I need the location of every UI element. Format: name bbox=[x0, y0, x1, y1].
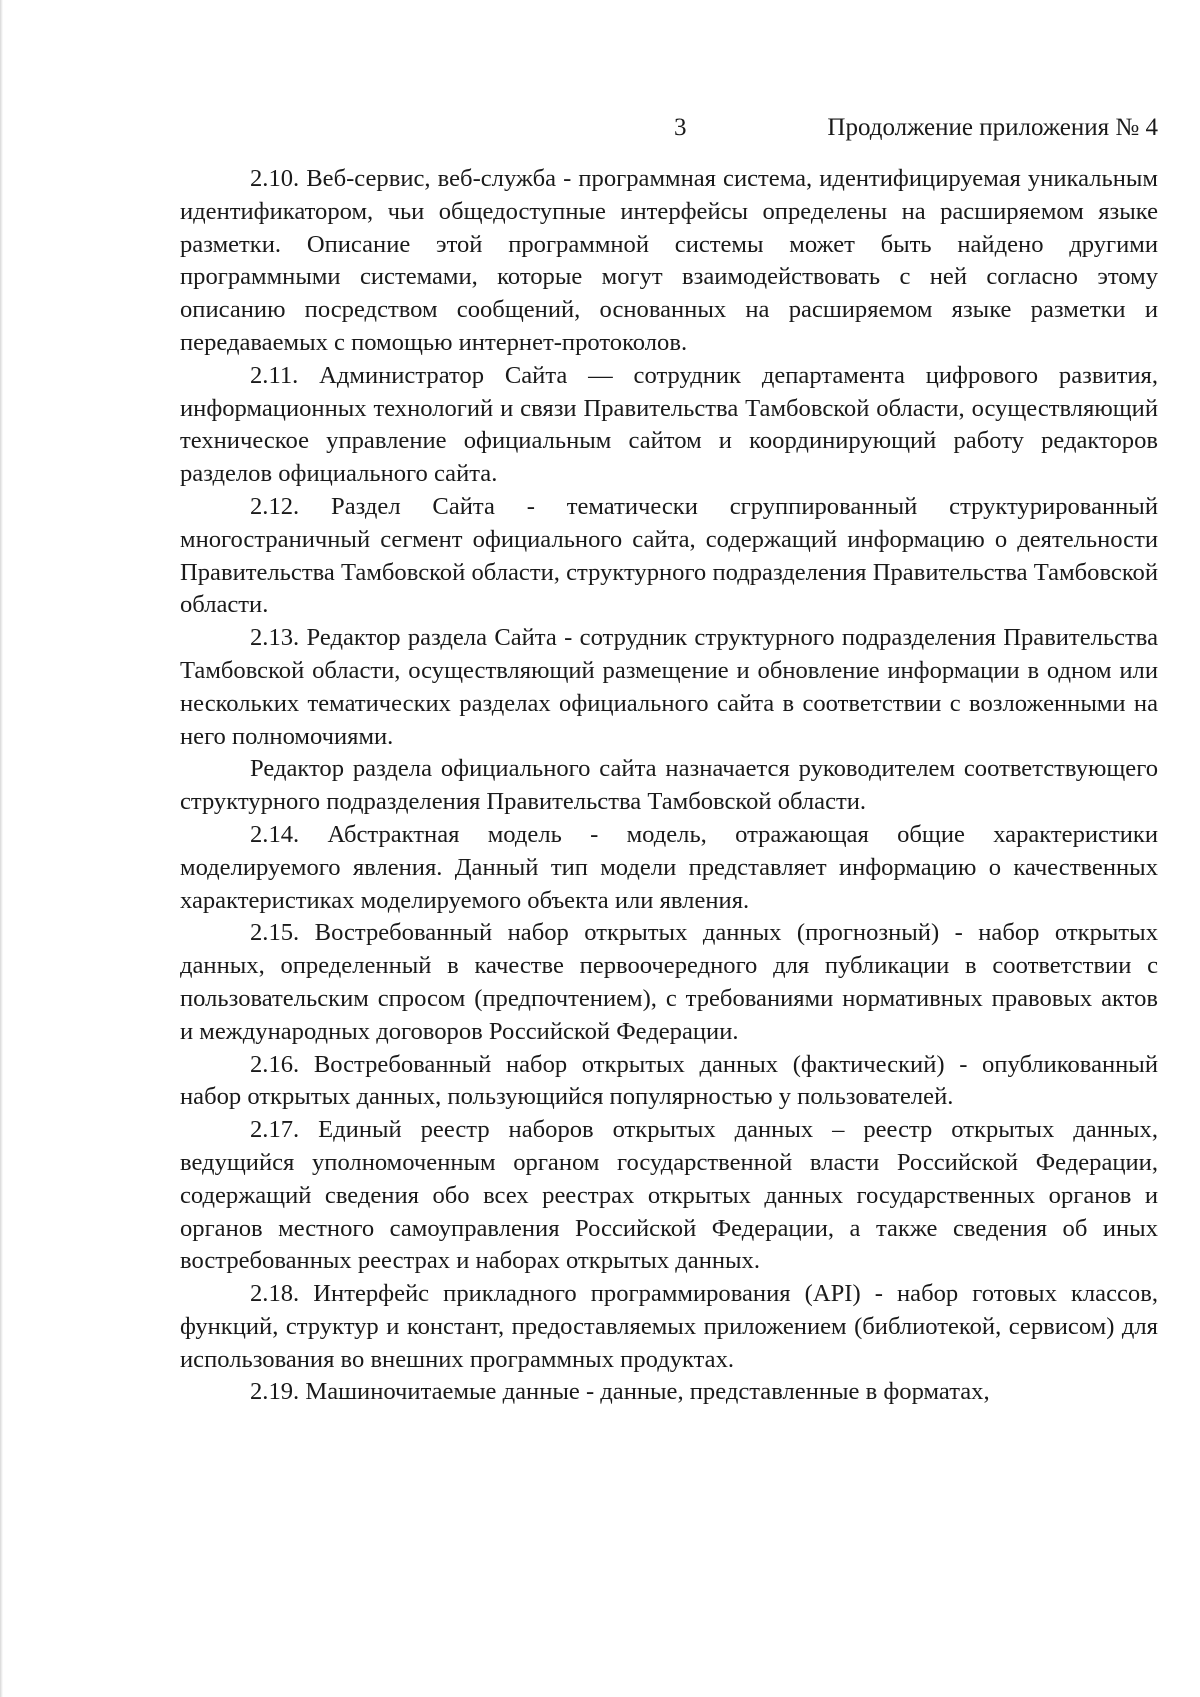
paragraph-2-18: 2.18. Интерфейс прикладного программирования (API) - набор готовых классов, функций, структур и констант, предоставляемых приложением (библиотекой, сервисом) для использования во внешних программных продуктах. bbox=[180, 1280, 1158, 1373]
paragraph-2-15: 2.15. Востребованный набор открытых данных (прогнозный) - набор открытых данных, определенный в качестве первоочередного для публикации в соответствии с пользовательским спросом (предпочтением), с требованиями нормативных правовых актов и международных договоров Российской Федерации. bbox=[180, 919, 1158, 1045]
paragraph-2-12: 2.12. Раздел Сайта - тематически сгруппированный структурированный многостраничный сегмент официального сайта, содержащий информацию о деятельности Правительства Тамбовской области, структурного подразделения Правительства Тамбовской области. bbox=[180, 492, 1158, 619]
page-header bbox=[0, 108, 1200, 148]
paragraph-2-16: 2.16. Востребованный набор открытых данных (фактический) - опубликованный набор открытых данных, пользующийся популярностью у пользователей. bbox=[180, 1050, 1158, 1111]
document-body bbox=[180, 163, 1158, 1409]
paragraph-2-14: 2.14. Абстрактная модель - модель, отражающая общие характеристики моделируемого явления. Данный тип модели представляет информацию о качественных характеристиках моделируемого объекта или явления. bbox=[180, 820, 1158, 914]
paragraph-2-13: 2.13. Редактор раздела Сайта - сотрудник структурного подразделения Правительства Тамбовской области, осуществляющий размещение и обновление информации в одном или нескольких тематических разделах официального сайта в соответствии с возложенными на него полномочиями. bbox=[180, 624, 1158, 750]
paragraph-2-19: 2.19. Машиночитаемые данные - данные, представленные в форматах, bbox=[250, 1378, 990, 1406]
appendix-continuation-title: Продолжение приложения № 4 bbox=[827, 114, 1158, 141]
paragraph-2-17: 2.17. Единый реестр наборов открытых данных – реестр открытых данных, ведущийся уполномоченным органом государственной власти Российской Федерации, содержащий сведения обо всех реестрах открытых данных государственных органов и органов местного самоуправления Российской Федерации, а также сведения об иных востребованных реестрах и наборах открытых данных. bbox=[180, 1116, 1158, 1275]
paragraph-2-11: 2.11. Администратор Сайта — сотрудник департамента цифрового развития, информационных технологий и связи Правительства Тамбовской области, осуществляющий техническое управление официальным сайтом и координирующий работу редакторов разделов официального сайта. bbox=[180, 361, 1158, 488]
page-number: 3 bbox=[674, 114, 687, 141]
paragraph-2-13-editor: Редактор раздела официального сайта назначается руководителем соответствующего структурного подразделения Правительства Тамбовской области. bbox=[180, 755, 1158, 816]
scan-edge bbox=[0, 0, 3, 1697]
paragraph-2-10: 2.10. Веб-сервис, веб-служба - программная система, идентифицируемая уникальным идентификатором, чьи общедоступные интерфейсы определены на расширяемом языке разметки. Описание этой программной системы может быть найдено другими программными системами, которые могут взаимодействовать с ней согласно этому описанию посредством сообщений, основанных на расширяемом языке разметки и передаваемых с помощью интернет-протоколов. bbox=[180, 165, 1158, 356]
